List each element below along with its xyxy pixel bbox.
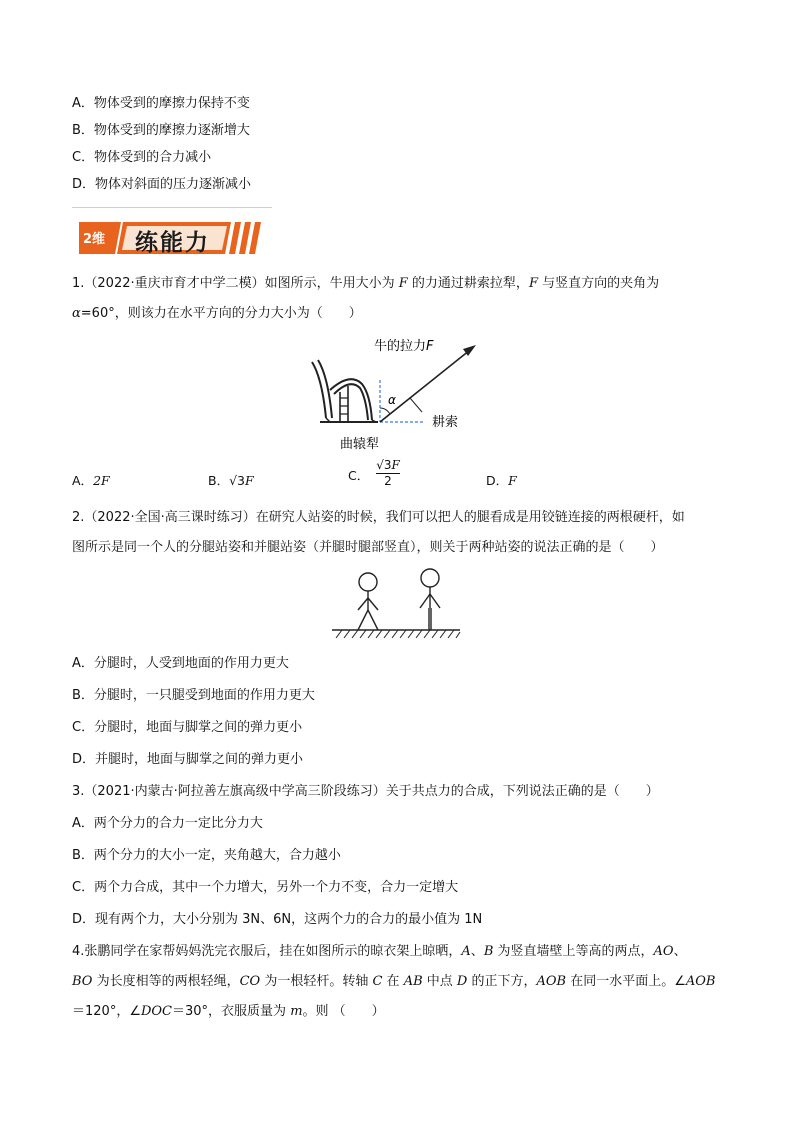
divider — [72, 207, 272, 208]
stance-figure — [330, 566, 464, 642]
q4-stem-line3: ＝120°，∠DOC＝30°，衣服质量为 m。则 （ ） — [72, 1004, 385, 1019]
prev-option-c: C．物体受到的合力减小 — [72, 150, 212, 165]
section-badge: 2维 — [83, 232, 106, 247]
q3-option-d: D．现有两个力，大小分别为 3N、6N，这两个力的合力的最小值为 1N — [72, 912, 483, 927]
q2-option-c: C．分腿时，地面与脚掌之间的弹力更小 — [72, 720, 303, 735]
q2-option-b: B．分腿时，一只腿受到地面的作用力更大 — [72, 688, 315, 703]
q4-stem-line2: BO 为长度相等的两根轻绳，CO 为一根轻杆。转轴 C 在 AB 中点 D 的正下方，AOB 在同一水平面上。∠AOB — [72, 974, 716, 989]
q3-option-c: C．两个力合成，其中一个力增大，另外一个力不变，合力一定增大 — [72, 880, 459, 895]
q3-option-a: A．两个分力的合力一定比分力大 — [72, 816, 263, 831]
section-banner — [79, 220, 261, 256]
prev-option-b: B．物体受到的摩擦力逐渐增大 — [72, 123, 250, 138]
section-title: 练能力 — [135, 230, 210, 256]
prev-option-a: A．物体受到的摩擦力保持不变 — [72, 96, 250, 111]
plow-label: 曲辕犁 — [340, 437, 380, 452]
q2-option-d: D．并腿时，地面与脚掌之间的弹力更小 — [72, 752, 304, 767]
plow-figure — [300, 332, 510, 460]
q1-option-c-fraction: √3F 2 — [376, 458, 400, 488]
prev-option-d: D．物体对斜面的压力逐渐减小 — [72, 177, 252, 192]
q1-option-b: B．√3F — [208, 473, 254, 488]
q2-stem-line2: 图所示是同一个人的分腿站姿和并腿站姿（并腿时腿部竖直），则关于两种站姿的说法正确的是（ ） — [72, 540, 664, 555]
q1-option-d: D．F — [486, 473, 517, 488]
q1-stem-line2: α=60°，则该力在水平方向的分力大小为（ ） — [72, 306, 362, 321]
q4-stem-line1: 4.张鹏同学在家帮妈妈洗完衣服后，挂在如图所示的晾衣架上晾晒，A、B 为竖直墙壁上等高的两点，AO、 — [72, 944, 687, 959]
q3-stem: 3.（2021·内蒙古·阿拉善左旗高级中学高三阶段练习）关于共点力的合成，下列说法正确的是（ ） — [72, 784, 659, 799]
q2-stem-line1: 2.（2022·全国·高三课时练习）在研究人站姿的时候，我们可以把人的腿看成是用铰链连接的两根硬杆，如 — [72, 510, 685, 525]
alpha-label: α — [388, 393, 396, 407]
q1-option-c: C． — [348, 468, 370, 483]
q3-option-b: B．两个分力的大小一定，夹角越大，合力越小 — [72, 848, 341, 863]
q2-option-a: A．分腿时，人受到地面的作用力更大 — [72, 656, 289, 671]
q1-option-a: A．2F — [72, 473, 110, 488]
force-label: 牛的拉力F — [374, 339, 434, 354]
q1-stem-line1: 1.（2022·重庆市育才中学二模）如图所示，牛用大小为 F 的力通过耕索拉犁，F 与竖直方向的夹角为 — [72, 276, 660, 291]
rope-label: 耕索 — [432, 415, 459, 430]
